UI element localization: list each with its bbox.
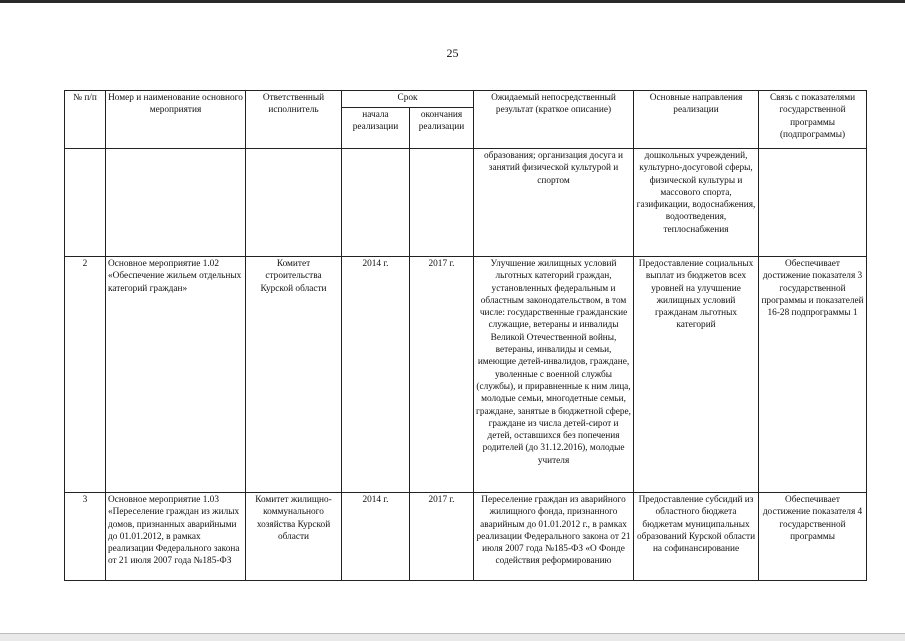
cell-directions: дошкольных учреждений, культурно-досуговой сферы, физической культуры и массового спорта, газификации, водоснабжения, водоотведения, теплоснабжения xyxy=(634,149,759,257)
cell-num: 3 xyxy=(65,493,106,581)
header-link: Связь с показателями государственной программы (подпрограммы) xyxy=(759,91,867,149)
cell-executor xyxy=(246,149,342,257)
cell-link: Обеспечивает достижение показателя 4 государственной программы xyxy=(759,493,867,581)
cell-end: 2017 г. xyxy=(410,257,474,493)
cell-executor: Комитет строительства Курской области xyxy=(246,257,342,493)
header-result: Ожидаемый непосредственный результат (краткое описание) xyxy=(474,91,634,149)
cell-start: 2014 г. xyxy=(342,493,410,581)
cell-result: Улучшение жилищных условий льготных категорий граждан, установленных федеральным и областным законодательством, в том числе: государственные гражданские служащие, ветераны и инвалиды Великой Отечественной войны, ветераны, инвалиды и семьи, имеющие детей-инвалидов, граждане, уволенные с военной службы (службы), и приравненные к ним лица, молодые семьи, многодетные семьи, граждане, занятые в бюджетной сфере, граждане из числа детей-сирот и детей, оставшихся без попечения родителей (до 31.12.2016), молодые учителя xyxy=(474,257,634,493)
header-name: Номер и наименование основного мероприятия xyxy=(106,91,246,149)
table-header-row xyxy=(65,91,867,108)
cell-end xyxy=(410,149,474,257)
cell-result: образования; организация досуга и занятий физической культурой и спортом xyxy=(474,149,634,257)
cell-link xyxy=(759,149,867,257)
table-row xyxy=(65,149,867,257)
cell-name xyxy=(106,149,246,257)
program-table xyxy=(64,90,867,581)
cell-start xyxy=(342,149,410,257)
cell-name: Основное мероприятие 1.02 «Обеспечение жильем отдельных категорий граждан» xyxy=(106,257,246,493)
cell-executor: Комитет жилищно-коммунального хозяйства Курской области xyxy=(246,493,342,581)
cell-directions: Предоставление субсидий из областного бюджета бюджетам муниципальных образований Курской области на софинансирование xyxy=(634,493,759,581)
cell-directions: Предоставление социальных выплат из бюджетов всех уровней на улучшение жилищных условий гражданам льготных категорий xyxy=(634,257,759,493)
cell-num: 2 xyxy=(65,257,106,493)
table-row xyxy=(65,257,867,493)
cell-result: Переселение граждан из аварийного жилищного фонда, признанного аварийным до 01.01.2012 г., в рамках реализации Федерального закона от 21 июля 2007 года №185-ФЗ «О Фонде содействия реформированию xyxy=(474,493,634,581)
header-directions: Основные направления реализации xyxy=(634,91,759,149)
scan-top-edge xyxy=(0,0,905,3)
cell-start: 2014 г. xyxy=(342,257,410,493)
cell-link: Обеспечивает достижение показателя 3 государственной программы и показателей 16-28 подпрограммы 1 xyxy=(759,257,867,493)
header-executor: Ответственный исполнитель xyxy=(246,91,342,149)
table-row xyxy=(65,493,867,581)
cell-name: Основное мероприятие 1.03 «Переселение граждан из жилых домов, признанных аварийными до 01.01.2012, в рамках реализации Федерального закона от 21 июля 2007 года №185-ФЗ xyxy=(106,493,246,581)
header-num: № п/п xyxy=(65,91,106,149)
header-end: окончания реализации xyxy=(410,108,474,149)
cell-end: 2017 г. xyxy=(410,493,474,581)
header-start: начала реализации xyxy=(342,108,410,149)
header-term: Срок xyxy=(342,91,474,108)
cell-num xyxy=(65,149,106,257)
page-number: 25 xyxy=(446,46,459,60)
